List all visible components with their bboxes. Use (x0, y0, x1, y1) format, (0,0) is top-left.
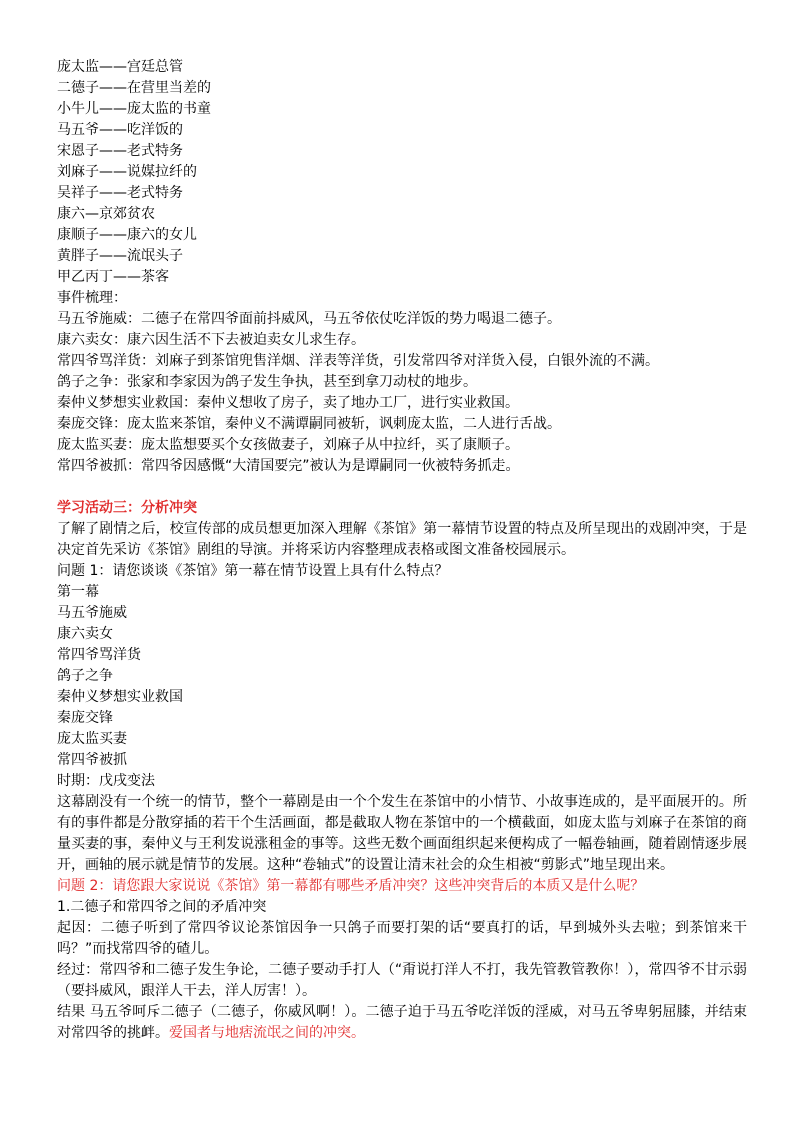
period-line: 时期：戊戌变法 (57, 773, 155, 789)
analysis-paragraph: 这幕剧没有一个统一的情节，整个一幕剧是由一个个发生在茶馆中的小情节、小故事连成的，是平面展开的。所有的事件都是分散穿插的若干个生活画面，都是截取人物在茶馆中的一个横截面，如庞太监与刘麻子在茶馆的商量买妻的事，秦仲义与王利发说涨租金的事等。这些无数个画面组织起来便构成了一幅卷轴画，随着剧情逐步展开，画轴的展示就是情节的发展。这种“卷轴式”的设置让清末社会的众生相被“剪影式”地呈现出来。 (57, 794, 747, 873)
cast-item: 庞太监——宫廷总管 (57, 59, 183, 75)
intro-paragraph: 了解了剧情之后，校宣传部的成员想更加深入理解《茶馆》第一幕情节设置的特点及所呈现出的戏剧冲突，于是决定首先采访《茶馆》剧组的导演。并将采访内容整理成表格或图文准备校园展示。 (57, 521, 747, 558)
act-event-item: 常四爷被抓 (57, 752, 127, 768)
events-list (57, 309, 747, 477)
event-item: 常四爷被抓：常四爷因感慨“大清国要完”被认为是谭嗣同一伙被特务抓走。 (57, 458, 520, 474)
cast-list (57, 57, 747, 288)
question-1: 问题 1：请您谈谈《茶馆》第一幕在情节设置上具有什么特点？ (57, 563, 449, 579)
cast-item: 康六—京郊贫农 (57, 206, 155, 222)
spacer (57, 477, 747, 498)
act-event-item: 秦庞交锋 (57, 710, 113, 726)
cast-item: 二德子——在营里当差的 (57, 80, 211, 96)
act-event-item: 马五爷施威 (57, 605, 127, 621)
cast-item: 宋恩子——老式特务 (57, 143, 183, 159)
act-event-item: 常四爷骂洋货 (57, 647, 141, 663)
act-events-list (57, 603, 747, 771)
cast-item: 刘麻子——说媒拉纤的 (57, 164, 197, 180)
cast-item: 小牛儿——庞太监的书童 (57, 101, 211, 117)
events-heading: 事件梳理： (57, 290, 127, 306)
conflict-result (57, 1002, 747, 1044)
document-body (57, 57, 747, 1044)
act-event-item: 鸽子之争 (57, 668, 113, 684)
result-text: 结果 马五爷呵斥二德子（二德子，你威风啊！）。二德子迫于马五爷吃洋饭的淫威，对马五爷卑躬屈膝，并结束对常四爷的挑衅。 (57, 1004, 747, 1041)
conflict-cause: 起因：二德子听到了常四爷议论茶馆因争一只鸽子而要打架的话“要真打的话，早到城外头去啦；到茶馆来干吗？”而找常四爷的碴儿。 (57, 920, 747, 957)
event-item: 秦仲义梦想实业救国：秦仲义想收了房子，卖了地办工厂，进行实业救国。 (57, 395, 519, 411)
cast-item: 康顺子——康六的女儿 (57, 227, 197, 243)
cast-item: 甲乙丙丁——茶客 (57, 269, 169, 285)
event-item: 鸽子之争：张家和李家因为鸽子发生争执，甚至到拿刀动杖的地步。 (57, 374, 477, 390)
act-event-item: 康六卖女 (57, 626, 113, 642)
conflict-process: 经过：常四爷和二德子发生争论，二德子要动手打人（“甭说打洋人不打，我先管教管教你！），常四爷不甘示弱（要抖威风，跟洋人干去，洋人厉害！）。 (57, 962, 747, 999)
event-item: 庞太监买妻：庞太监想要买个女孩做妻子，刘麻子从中拉纤，买了康顺子。 (57, 437, 519, 453)
cast-item: 吴祥子——老式特务 (57, 185, 183, 201)
conflict-1-title: 1.二德子和常四爷之间的矛盾冲突 (57, 899, 267, 915)
cast-item: 马五爷——吃洋饭的 (57, 122, 183, 138)
act-event-item: 庞太监买妻 (57, 731, 127, 747)
event-item: 秦庞交锋：庞太监来茶馆，秦仲义不满谭嗣同被斩，讽刺庞太监，二人进行舌战。 (57, 416, 561, 432)
event-item: 康六卖女：康六因生活不下去被迫卖女儿求生存。 (57, 332, 365, 348)
act-event-item: 秦仲义梦想实业救国 (57, 689, 183, 705)
result-highlight: 爱国者与地痞流氓之间的冲突。 (169, 1025, 365, 1041)
activity-title: 学习活动三：分析冲突 (57, 500, 197, 516)
cast-item: 黄胖子——流氓头子 (57, 248, 183, 264)
act-label: 第一幕 (57, 584, 99, 600)
event-item: 常四爷骂洋货：刘麻子到茶馆兜售洋烟、洋表等洋货，引发常四爷对洋货入侵，白银外流的不满。 (57, 353, 659, 369)
question-2: 问题 2：请您跟大家说说《茶馆》第一幕都有哪些矛盾冲突？这些冲突背后的本质又是什么呢？ (57, 878, 645, 894)
event-item: 马五爷施威：二德子在常四爷面前抖威风，马五爷依仗吃洋饭的势力喝退二德子。 (57, 311, 561, 327)
